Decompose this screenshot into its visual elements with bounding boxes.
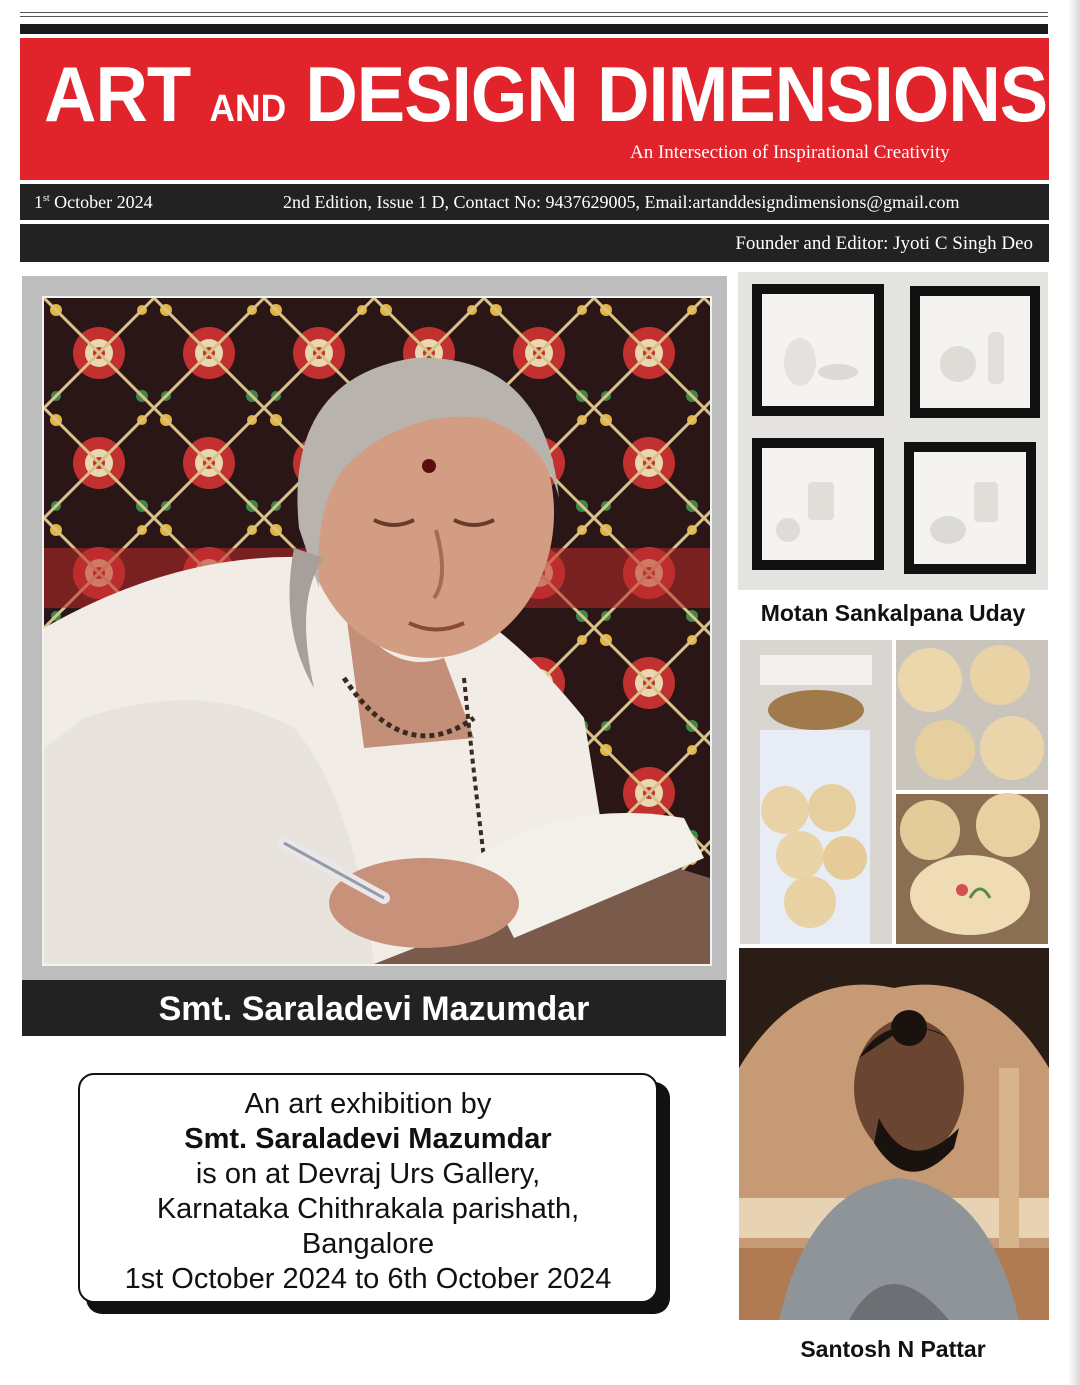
editor-bar xyxy=(20,224,1049,262)
info-artist-name: Smt. Saraladevi Mazumdar xyxy=(184,1123,552,1155)
issue-date-rest: October 2024 xyxy=(54,192,153,212)
info-line-4: Karnataka Chithrakala parishath, xyxy=(156,1193,580,1225)
sculpture-caption: Motan Sankalpana Uday xyxy=(760,600,1026,626)
main-photo-caption: Smt. Saraladevi Mazumdar xyxy=(22,980,726,1036)
editor-credit: Founder and Editor: Jyoti C Singh Deo xyxy=(735,233,1033,254)
masthead xyxy=(20,38,1049,180)
top-rule-thin xyxy=(20,12,1048,13)
main-photo xyxy=(42,296,712,966)
bread-art-collage xyxy=(740,640,1048,944)
issue-date-suffix: st xyxy=(43,193,50,204)
issue-date xyxy=(34,192,153,213)
masthead-title-design-dimensions: DESIGN DIMENSIONS xyxy=(305,50,1048,138)
masthead-title-and: AND xyxy=(209,88,287,130)
issue-edition-contact: 2nd Edition, Issue 1 D, Contact No: 9437629005, Email:artanddesigndimensions@gmail.com xyxy=(283,192,960,212)
info-line-1: An art exhibition by xyxy=(244,1088,492,1120)
exhibition-info-box xyxy=(78,1073,658,1303)
issue-info-bar xyxy=(20,184,1049,220)
framed-reliefs-illustration xyxy=(738,272,1048,590)
page-edge-shadow xyxy=(1068,0,1080,1385)
man-portrait-illustration xyxy=(739,948,1049,1320)
info-line-6: 1st October 2024 to 6th October 2024 xyxy=(124,1263,612,1295)
masthead-tagline: An Intersection of Inspirational Creativity xyxy=(630,142,950,163)
sculpture-photo xyxy=(738,272,1048,590)
issue-date-day: 1 xyxy=(34,192,43,212)
masthead-title-art: ART xyxy=(44,50,191,138)
masthead-title xyxy=(44,52,1047,151)
artist-caption-santosh: Santosh N Pattar xyxy=(800,1336,986,1362)
info-line-3: is on at Devraj Urs Gallery, xyxy=(195,1158,541,1190)
portrait-illustration xyxy=(44,298,710,964)
bread-art-illustration xyxy=(740,640,1048,944)
info-line-5: Bangalore xyxy=(301,1228,435,1260)
top-rule-thick xyxy=(20,24,1048,34)
artist-photo-santosh xyxy=(739,948,1049,1320)
top-rule-thin-2 xyxy=(20,16,1048,17)
